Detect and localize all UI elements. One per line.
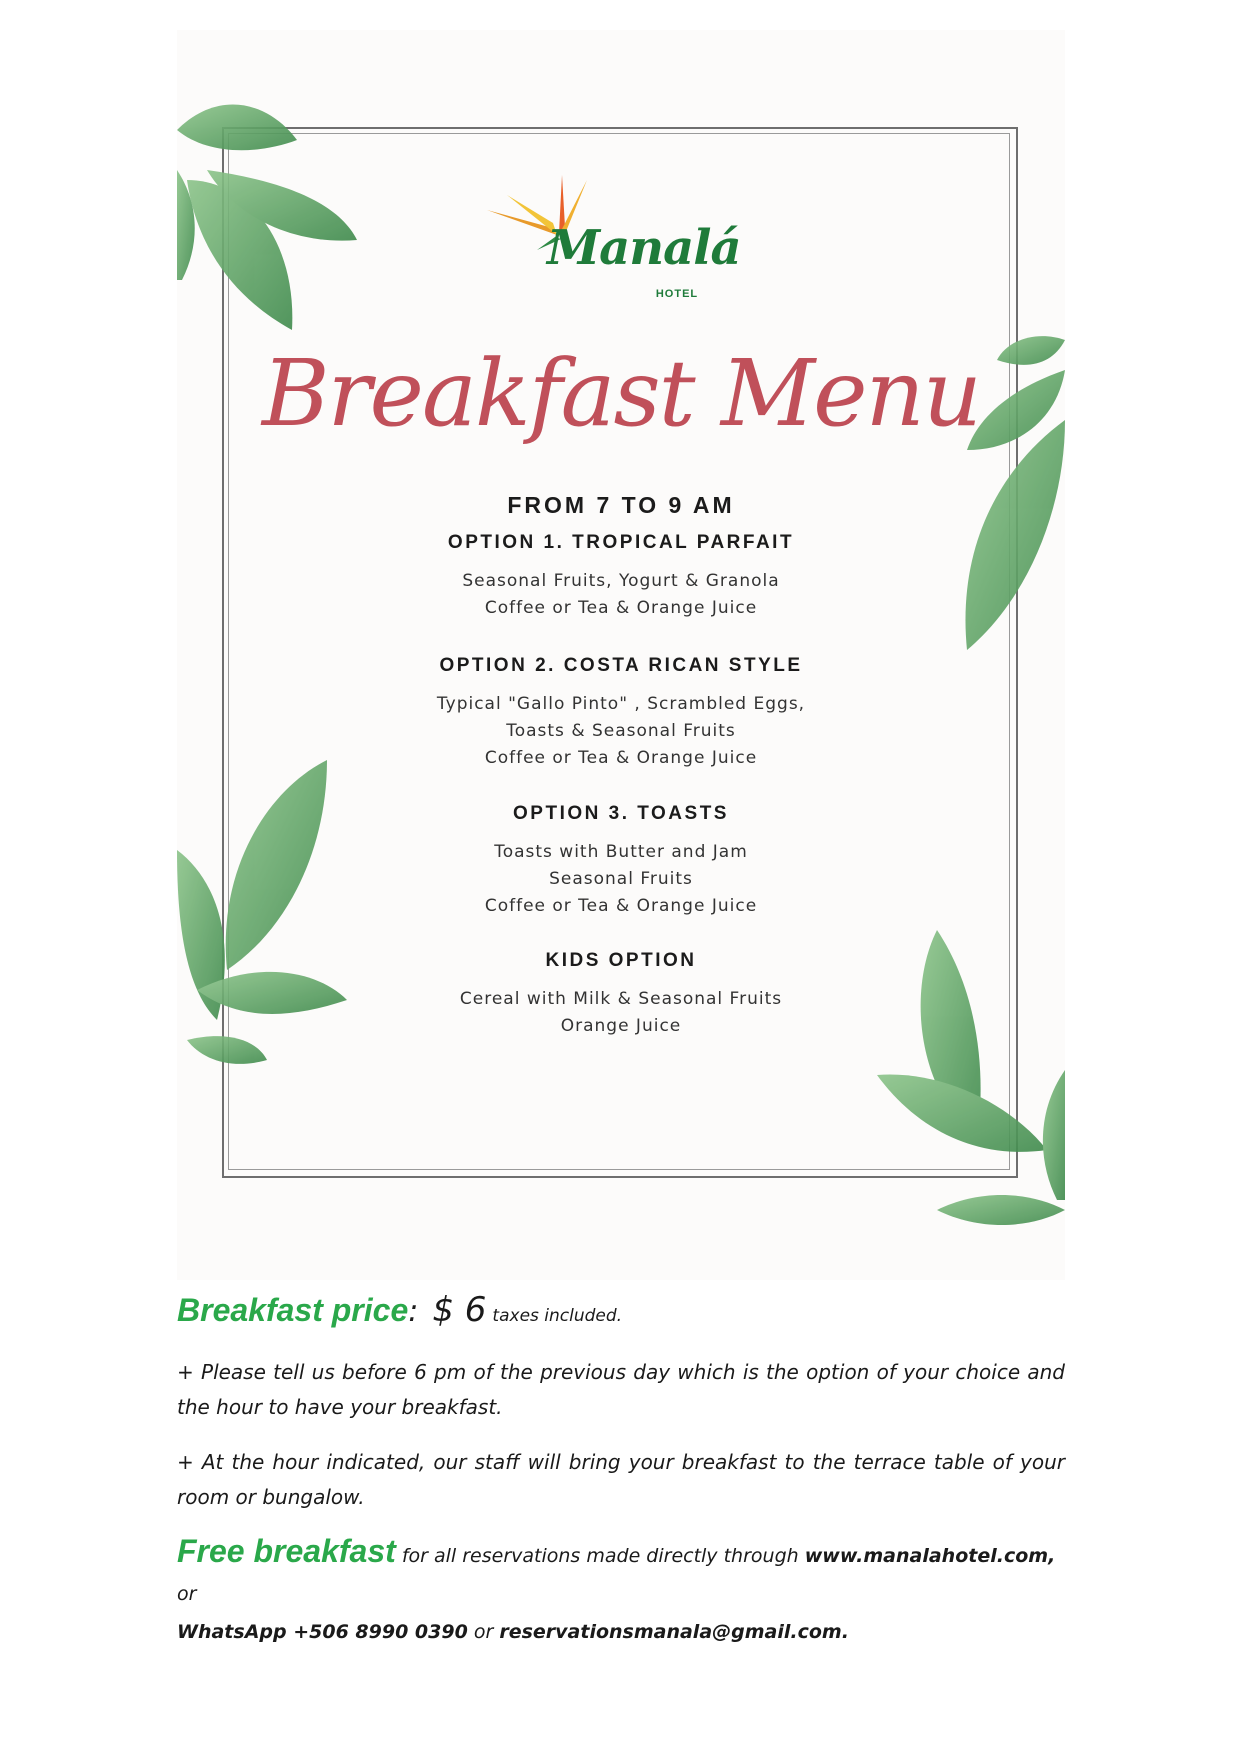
option-line: Seasonal Fruits, Yogurt & Granola bbox=[462, 571, 780, 591]
option-line: Coffee or Tea & Orange Juice bbox=[484, 598, 758, 618]
option-line: Coffee or Tea & Orange Juice bbox=[484, 748, 758, 768]
menu-option bbox=[277, 950, 965, 1040]
note-order: + Please tell us before 6 pm of the previous day which is the option of your choice and the hour to have your breakfast. bbox=[177, 1360, 1065, 1419]
free-breakfast-paragraph bbox=[177, 1532, 1065, 1651]
price-label: Breakfast price bbox=[177, 1292, 409, 1328]
free-breakfast-text: for all reservations made directly through bbox=[401, 1545, 799, 1567]
note-delivery: + At the hour indicated, our staff will bring your breakfast to the terrace table of your room or bungalow. bbox=[177, 1450, 1065, 1509]
option-line: Coffee or Tea & Orange Juice bbox=[484, 896, 758, 916]
option-line: Toasts with Butter and Jam bbox=[494, 842, 748, 862]
menu-option bbox=[277, 803, 965, 920]
price-line bbox=[177, 1290, 1065, 1330]
option-name: OPTION 2. COSTA RICAN STYLE bbox=[439, 655, 803, 676]
option-name: KIDS OPTION bbox=[545, 950, 697, 971]
hotel-logo-subtitle: HOTEL bbox=[655, 288, 699, 300]
option-line: Cereal with Milk & Seasonal Fruits bbox=[459, 989, 783, 1009]
free-breakfast-label: Free breakfast bbox=[177, 1533, 396, 1569]
menu-hours: FROM 7 TO 9 AM bbox=[507, 492, 735, 518]
option-line: Typical "Gallo Pinto" , Scrambled Eggs, bbox=[436, 694, 806, 714]
leaf-cluster-top-left-icon bbox=[177, 105, 357, 330]
price-colon: : bbox=[408, 1294, 419, 1329]
whatsapp-number[interactable]: WhatsApp +506 8990 0390 bbox=[177, 1621, 468, 1643]
menu-card bbox=[177, 30, 1065, 1280]
free-breakfast-connector: or bbox=[473, 1621, 494, 1643]
price-amount: $ 6 bbox=[432, 1290, 487, 1330]
price-note: taxes included. bbox=[492, 1306, 623, 1326]
option-line: Toasts & Seasonal Fruits bbox=[506, 721, 736, 741]
hotel-logo-name: Manalá bbox=[547, 220, 741, 276]
option-line: Seasonal Fruits bbox=[549, 869, 693, 889]
option-line: Orange Juice bbox=[560, 1016, 682, 1036]
option-name: OPTION 1. TROPICAL PARFAIT bbox=[447, 532, 795, 553]
website-link[interactable]: www.manalahotel.com, bbox=[804, 1545, 1056, 1567]
option-name: OPTION 3. TOASTS bbox=[513, 803, 729, 824]
menu-title: Breakfast Menu bbox=[261, 340, 981, 447]
email-link[interactable]: reservationsmanala@gmail.com. bbox=[499, 1621, 849, 1643]
menu-option bbox=[277, 532, 965, 622]
menu-option bbox=[277, 655, 965, 772]
free-breakfast-connector: or bbox=[177, 1583, 197, 1605]
